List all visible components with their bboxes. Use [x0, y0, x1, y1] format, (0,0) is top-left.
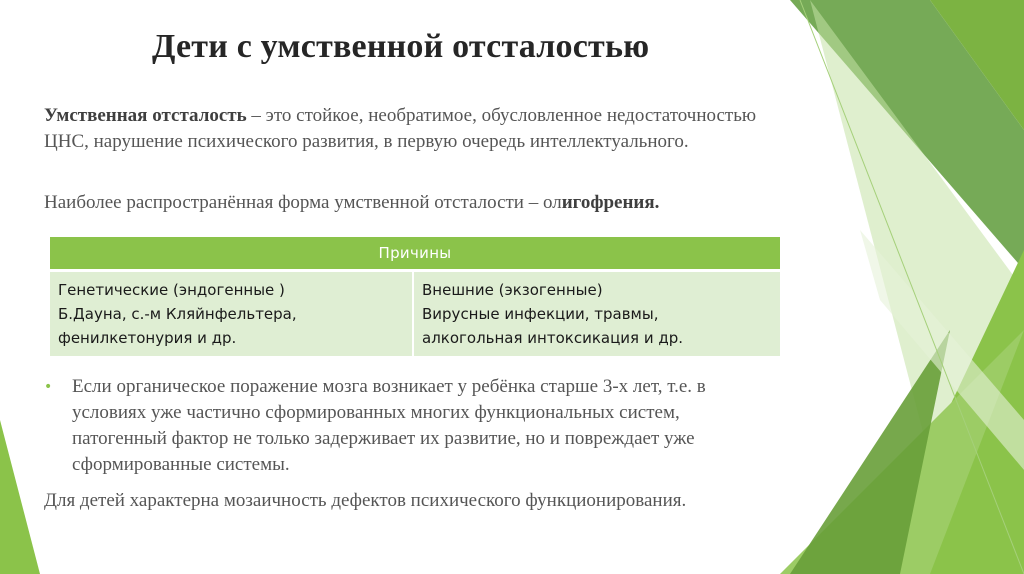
external-causes-cell	[413, 271, 780, 357]
genetic-causes-title: Генетические (эндогенные )	[58, 281, 285, 299]
causes-table-header: Причины	[50, 237, 780, 271]
slide-title: Дети с умственной отсталостью	[152, 28, 650, 65]
genetic-causes-cell	[50, 271, 413, 357]
definition-text: – это стойкое, необратимое, обусловленное недостаточностью ЦНС, нарушение психического развития, в первую очередь интеллектуального.	[44, 105, 757, 152]
genetic-causes-examples-cont: фенилкетонурия и др.	[58, 329, 237, 347]
common-form-bold: игофрения.	[561, 192, 660, 213]
table-row	[50, 271, 780, 357]
external-causes-examples: Вирусные инфекции, травмы,	[422, 305, 659, 323]
genetic-causes-examples: Б.Дауна, с.-м Кляйнфельтера,	[58, 305, 297, 323]
common-form-text: Наиболее распространённая форма умственной отсталости – ол	[44, 192, 562, 213]
external-causes-examples-cont: алкогольная интоксикация и др.	[422, 329, 683, 347]
bullet-text: Если органическое поражение мозга возникает у ребёнка старше 3-х лет, т.е. в условиях уже частично сформированных многих функциональных систем, патогенный фактор не только задерживает их развитие, но и повреждает уже сформированные системы.	[72, 376, 706, 475]
causes-table	[50, 237, 780, 356]
closing-paragraph: Для детей характерна мозаичность дефектов психического функционирования.	[44, 490, 687, 511]
definition-paragraph	[44, 103, 784, 155]
bullet-marker: •	[44, 379, 53, 395]
definition-term: Умственная отсталость	[44, 105, 247, 126]
facet-left-corner	[0, 420, 40, 574]
common-form-paragraph	[44, 190, 784, 216]
external-causes-title: Внешние (экзогенные)	[422, 281, 603, 299]
